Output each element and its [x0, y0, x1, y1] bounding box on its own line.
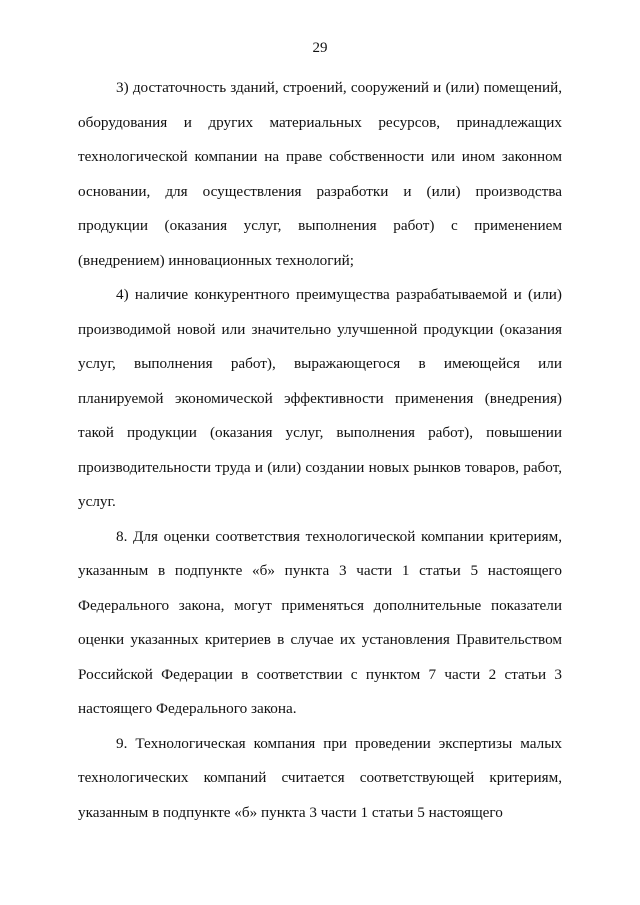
paragraph-item-9: 9. Технологическая компания при проведении экспертизы малых технологических компаний считается соответствующей критериям, указанным в подпункте «б» пункта 3 части 1 статьи 5 настоящего — [78, 734, 562, 821]
document-body — [78, 71, 562, 830]
page-number: 29 — [312, 40, 328, 56]
paragraph-item-8: 8. Для оценки соответствия технологической компании критериям, указанным в подпункте «б» пункта 3 части 1 статьи 5 настоящего Федерального закона, могут применяться дополнительные показатели оценки указанных критериев в случае их установления Правительством Российской Федерации в соответствии с пунктом 7 части 2 статьи 3 настоящего Федерального закона. — [78, 527, 562, 717]
paragraph-subitem-3: 3) достаточность зданий, строений, сооружений и (или) помещений, оборудования и других материальных ресурсов, принадлежащих технологической компании на праве собственности или ином законном основании, для осуществления разработки и (или) производства продукции (оказания услуг, выполнения работ) с применением (внедрением) инновационных технологий; — [78, 79, 562, 269]
paragraph-subitem-4: 4) наличие конкурентного преимущества разрабатываемой и (или) производимой новой или значительно улучшенной продукции (оказания услуг, выполнения работ), выражающегося в имеющейся или планируемой экономической эффективности применения (внедрения) такой продукции (оказания услуг, выполнения работ), повышении производительности труда и (или) создании новых рынков товаров, работ, услуг. — [78, 286, 562, 510]
